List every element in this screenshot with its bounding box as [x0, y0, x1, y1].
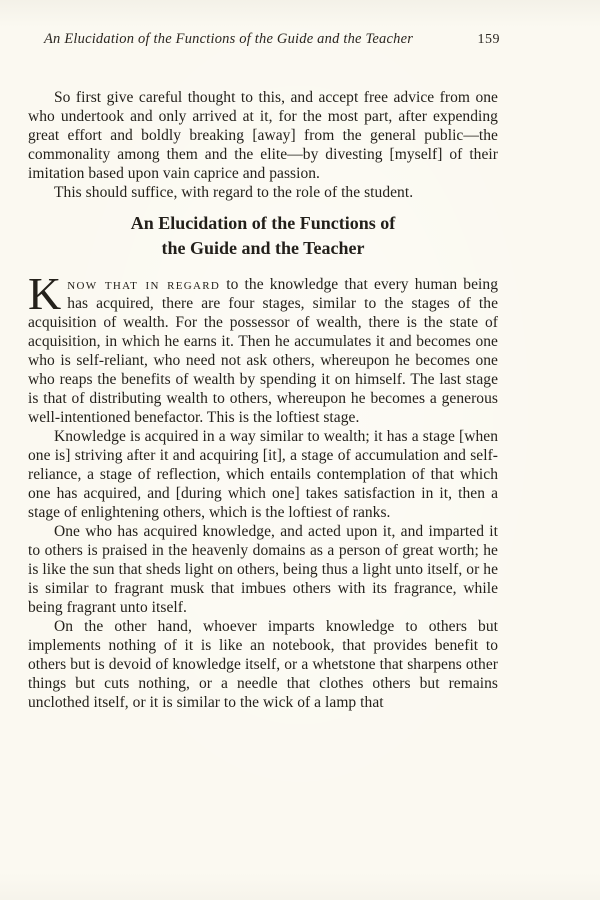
drop-cap: K: [28, 268, 62, 319]
intro-paragraph-1: So first give careful thought to this, and accept free advice from one who undertook and only arrived at it, for the most part, after expending great effort and boldly breaking [away] from the general public—the commonality among them and the elite—by divesting [myself] of their imitation based upon vain caprice and passion.: [28, 89, 498, 182]
section-heading-line-2: the Guide and the Teacher: [161, 238, 365, 258]
body-paragraph-3: On the other hand, whoever imparts knowledge to others but implements nothing of it is like an notebook, that provides benefit to others but is devoid of knowledge itself, or a whetstone that sharpens other things but cuts nothing, or a needle that clothes others but remains unclothed itself, or it is similar to the wick of a lamp that: [28, 618, 498, 711]
body-paragraph-2: One who has acquired knowledge, and acted upon it, and imparted it to others is praised in the heavenly domains as a person of great worth; he is like the sun that sheds light on others, being thus a light unto itself, or he is similar to fragrant musk that imbues others with its fragrance, while being fragrant unto itself.: [28, 523, 498, 616]
opening-paragraph-text: to the knowledge that every human being has acquired, there are four stages, similar to the stages of the acquisition of wealth. For the possessor of wealth, there is the state of acquisition, in which he earns it. Then he accumulates it and becomes one who is self-reliant, who need not ask others, whereupon he becomes one who reaps the benefits of wealth by spending it on himself. The last stage is that of distributing wealth to others, whereupon he becomes a generous well-intentioned benefactor. This is the loftiest stage.: [28, 276, 498, 426]
opening-small-caps: now that in regard: [67, 276, 221, 293]
intro-paragraph-2: This should suffice, with regard to the role of the student.: [54, 184, 414, 201]
text-block: [28, 88, 498, 712]
section-heading: [28, 211, 498, 261]
opening-paragraph: [28, 268, 498, 427]
running-header-title: An Elucidation of the Functions of the Guide and the Teacher: [44, 31, 414, 47]
page-number: 159: [477, 32, 500, 47]
section-heading-line-1: An Elucidation of the Functions of: [130, 213, 396, 233]
body-paragraph-1: Knowledge is acquired in a way similar to wealth; it has a stage [when one is] striving after it and acquiring [it], a stage of accumulation and self-reliance, a stage of reflection, which entails contemplation of that which one has acquired, and [during which one] takes satisfaction in it, then a stage of enlightening others, which is the loftiest of ranks.: [28, 428, 498, 521]
running-header: [44, 31, 500, 48]
